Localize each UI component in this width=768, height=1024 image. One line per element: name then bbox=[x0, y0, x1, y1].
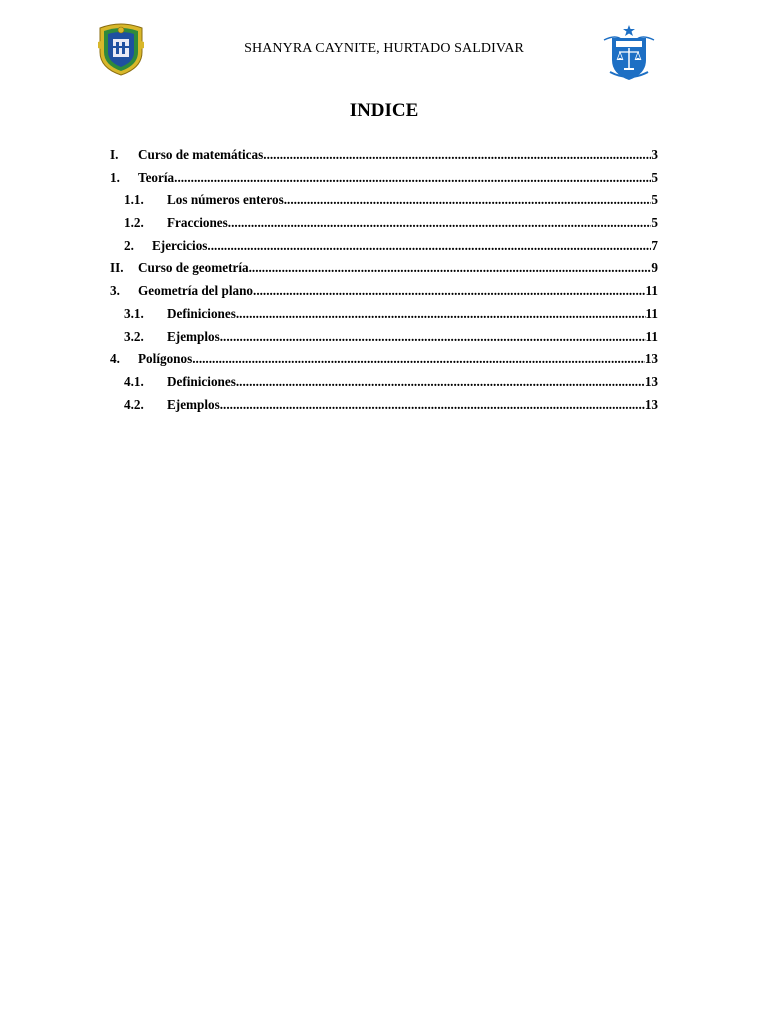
toc-entry[interactable] bbox=[110, 192, 658, 215]
toc-entry-number: I. bbox=[110, 147, 119, 162]
toc-dot-leader bbox=[207, 238, 651, 254]
toc-dot-leader bbox=[236, 374, 645, 390]
toc-dot-leader bbox=[192, 351, 645, 367]
toc-entry-page: 13 bbox=[644, 373, 658, 389]
toc-entry-number: 4. bbox=[110, 351, 120, 367]
toc-dot-leader bbox=[174, 170, 651, 186]
toc-entry-page: 11 bbox=[645, 328, 658, 344]
toc-entry-title: Curso de geometría bbox=[138, 260, 249, 276]
toc-entry-page: 9 bbox=[651, 260, 658, 276]
toc-entry[interactable] bbox=[110, 170, 658, 193]
toc-entry-title: Ejercicios bbox=[152, 237, 208, 253]
toc-dot-leader bbox=[249, 260, 652, 276]
toc-entry-title: Teoría bbox=[138, 169, 175, 185]
toc-entry-page: 13 bbox=[644, 396, 658, 412]
toc-entry-title: Ejemplos bbox=[167, 396, 220, 412]
toc-dot-leader bbox=[220, 329, 646, 345]
document-title: INDICE bbox=[349, 100, 419, 121]
toc-entry-title: Ejemplos bbox=[167, 328, 220, 344]
toc-entry-page: 11 bbox=[645, 283, 658, 299]
toc-entry-number: 1.2. bbox=[124, 215, 144, 231]
toc-entry-number: 4.1. bbox=[124, 373, 144, 389]
toc-entry-number: 4.2. bbox=[124, 396, 144, 412]
page-header bbox=[0, 20, 768, 84]
toc-entry-number: 3.1. bbox=[124, 305, 144, 321]
toc-dot-leader bbox=[220, 397, 645, 413]
toc-entry-title: Definiciones bbox=[167, 305, 236, 321]
toc-entry-page: 5 bbox=[651, 215, 658, 231]
header-author: SHANYRA CAYNITE, HURTADO SALDIVAR bbox=[244, 41, 524, 56]
justice-scales-shield-icon bbox=[600, 24, 658, 82]
toc-entry-number: 1. bbox=[110, 169, 120, 185]
toc-entry-title: Polígonos bbox=[138, 351, 193, 367]
toc-dot-leader bbox=[253, 283, 646, 299]
toc-entry-page: 5 bbox=[651, 169, 658, 185]
toc-dot-leader bbox=[284, 192, 652, 208]
toc-entry-number: II. bbox=[110, 260, 124, 276]
toc-entry-number: 2. bbox=[124, 237, 134, 253]
toc-entry-page: 13 bbox=[644, 351, 658, 367]
toc-entry-title: Los números enteros bbox=[167, 192, 284, 208]
toc-entry[interactable] bbox=[110, 397, 658, 420]
toc-entry-page: 3 bbox=[651, 147, 658, 162]
toc-entry-number: 3.2. bbox=[124, 328, 144, 344]
toc-entry-title: Fracciones bbox=[167, 215, 228, 231]
toc-entry-page: 11 bbox=[645, 305, 658, 321]
toc-entry-title: Definiciones bbox=[167, 373, 236, 389]
toc-entry[interactable] bbox=[110, 351, 658, 374]
toc-entry[interactable] bbox=[110, 260, 658, 283]
toc-dot-leader bbox=[228, 215, 652, 231]
toc-entry[interactable] bbox=[110, 306, 658, 329]
toc-entry[interactable] bbox=[110, 238, 658, 261]
toc-dot-leader bbox=[236, 306, 646, 322]
toc-entry-title: Geometría del plano bbox=[138, 283, 254, 299]
toc-entry[interactable] bbox=[110, 215, 658, 238]
toc-entry-number: 1.1. bbox=[124, 192, 144, 208]
toc-entry-title: Curso de matemáticas bbox=[138, 147, 264, 162]
toc-entry[interactable] bbox=[110, 283, 658, 306]
toc-entry[interactable] bbox=[110, 329, 658, 352]
toc-entry[interactable] bbox=[110, 147, 658, 170]
toc-entry-number: 3. bbox=[110, 283, 120, 299]
toc-entry[interactable] bbox=[110, 374, 658, 397]
toc-entry-page: 5 bbox=[651, 192, 658, 208]
toc-dot-leader bbox=[263, 147, 651, 163]
toc-entry-page: 7 bbox=[651, 237, 658, 253]
table-of-contents bbox=[110, 147, 658, 419]
